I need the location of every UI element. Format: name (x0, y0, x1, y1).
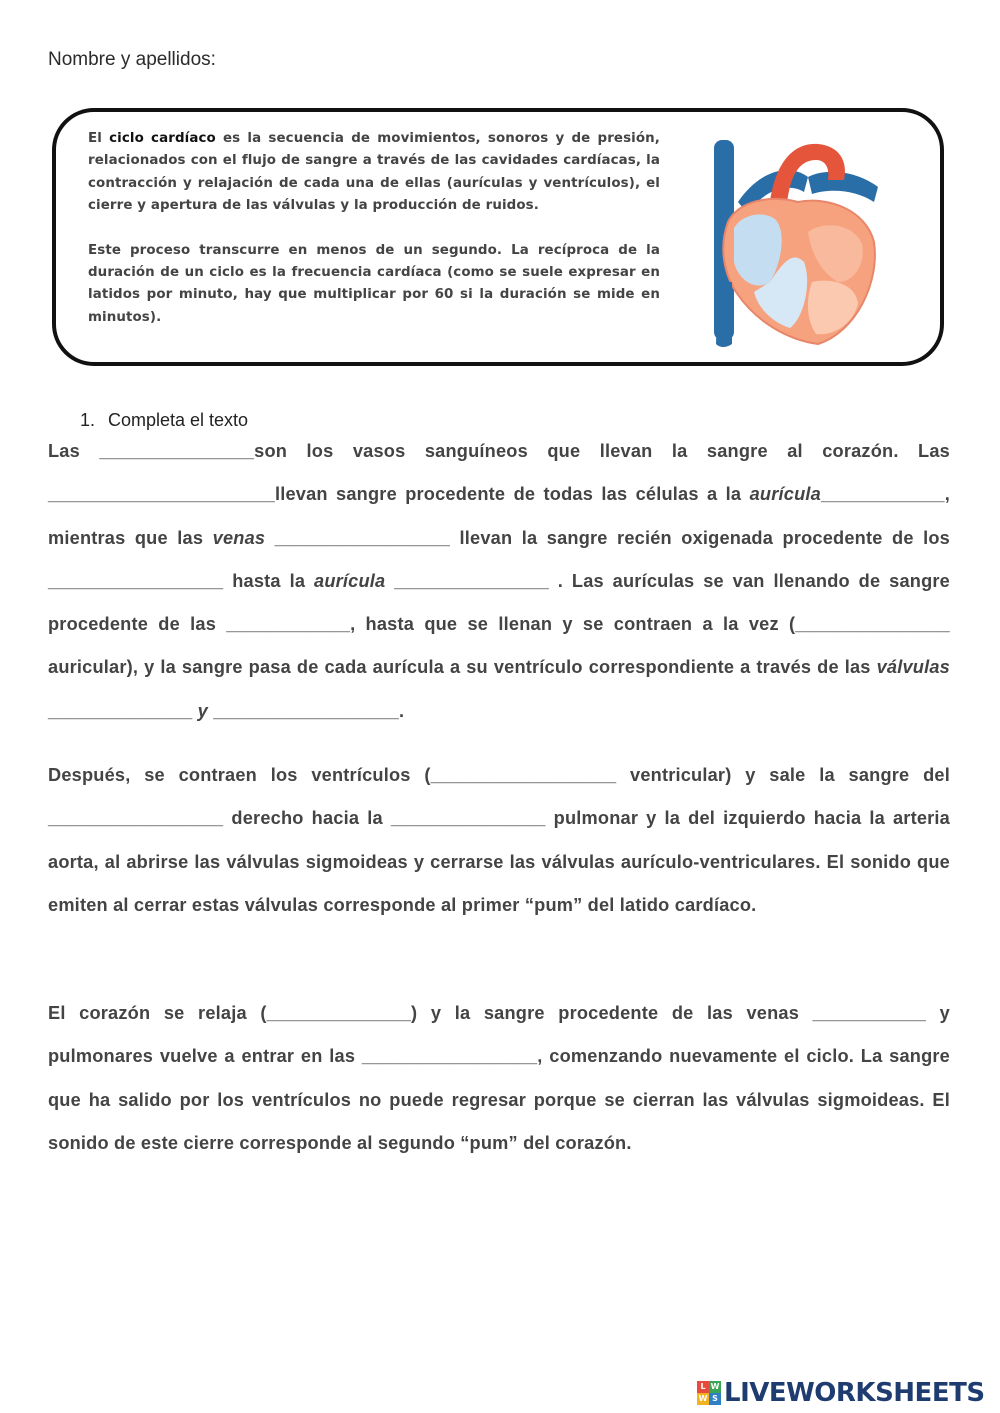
info-text (88, 128, 660, 329)
blank-field[interactable]: ____________ (226, 614, 351, 635)
italic-text: aurícula (314, 570, 386, 591)
text: . Las aurículas se van llenando de sangre procedente de las (48, 570, 951, 635)
text: y pulmonares vuelve a entrar en las (48, 1003, 950, 1067)
inferior-vena-cava (716, 282, 732, 347)
blank-field[interactable]: _______________ (795, 614, 950, 635)
text: Después, se contraen los ventrículos ( (48, 765, 431, 785)
blank-field[interactable]: ___________ (812, 1003, 927, 1023)
blank-field[interactable]: ____________ (820, 484, 945, 505)
text: llevan sangre procedente de todas las células a la (274, 484, 750, 505)
blank-field[interactable]: _______________ (385, 570, 549, 591)
logo-mark-letter: S (709, 1393, 721, 1405)
text: , mientras que las (48, 484, 950, 548)
paragraph-2 (48, 754, 950, 927)
info-paragraph-2: Este proceso transcurre en menos de un segundo. La recíproca de la duración de un ciclo es la frecuencia cardíaca (como se suele expresar en latidos por minuto, hay que multiplicar por 60 si la duración se mide en minutos). (88, 242, 660, 325)
logo-mark-letter: W (698, 1394, 708, 1403)
blank-field[interactable]: _________________ (265, 527, 451, 548)
text: son los vasos sanguíneos que llevan la sangre al corazón. Las (254, 441, 950, 461)
blank-field[interactable]: _________________ (361, 1046, 538, 1067)
blank-field[interactable]: _________________ (48, 570, 224, 591)
info-p1-start: El (88, 131, 110, 146)
blank-field[interactable]: ______________ (48, 700, 193, 721)
info-p1-rest: es la secuencia de movimientos, sonoros y de presión, relacionados con el flujo de sangre a través de las cavidades cardíacas, la contracción y relajación de cada una de ellas (aurículas y ventrículos), el cierre y apertura de las válvulas y la producción de ruidos. (88, 131, 660, 214)
text: ventricular) y sale la sangre del (616, 765, 950, 785)
heart-illustration (708, 132, 888, 350)
info-paragraph-1 (88, 128, 660, 218)
name-label: Nombre y apellidos: (48, 49, 216, 70)
text: Las (48, 441, 100, 461)
text: hasta la (223, 570, 314, 591)
text: . (398, 700, 405, 721)
paragraph-3 (48, 992, 950, 1165)
text: llevan la sangre recién oxigenada procedente de los (450, 527, 950, 548)
blank-field[interactable]: ______________________ (48, 484, 275, 505)
blank-field[interactable]: _________________ (48, 808, 224, 829)
exercise-title (80, 410, 248, 431)
blank-field[interactable]: _______________ (390, 808, 546, 829)
logo-mark-letter: L (697, 1381, 709, 1393)
info-p1-bold: ciclo cardíaco (109, 131, 216, 146)
italic-text: y (192, 700, 208, 721)
liveworksheets-logo (697, 1376, 985, 1410)
italic-text: venas (212, 527, 266, 548)
blank-field[interactable]: ______________ (266, 1003, 412, 1023)
text: pulmonar y la del izquierdo hacia la arteria aorta, al abrirse las válvulas sigmoideas y cerrarse las válvulas aurículo-ventriculares. El sonido que emiten al cerrar estas válvulas corresponde al primer “pum” del latido cardíaco. (48, 808, 950, 915)
blank-field[interactable]: _______________ (99, 441, 255, 461)
text: El corazón se relaja ( (48, 1003, 267, 1023)
logo-mark-icon (697, 1381, 721, 1405)
paragraph-1 (48, 430, 950, 733)
blank-field[interactable]: __________________ (208, 700, 399, 721)
italic-text: aurícula (749, 484, 821, 505)
exercise-title-text: Completa el texto (108, 410, 249, 430)
logo-text: LIVEWORKSHEETS (724, 1378, 985, 1408)
exercise-number: 1. (80, 410, 96, 430)
text: ) y la sangre procedente de las venas (411, 1003, 813, 1023)
italic-text: válvulas (876, 657, 950, 678)
text: derecho hacia la (223, 808, 391, 829)
blank-field[interactable]: __________________ (430, 765, 617, 785)
text: auricular), y la sangre pasa de cada aurícula a su ventrículo correspondiente a través de las (48, 657, 877, 678)
logo-mark-letter: W (710, 1382, 720, 1391)
text: , hasta que se llenan y se contraen a la vez ( (350, 614, 796, 635)
text: , comenzando nuevamente el ciclo. La sangre que ha salido por los ventrículos no puede regresar porque se cierran las válvulas sigmoideas. El sonido de este cierre corresponde al segundo “pum” del corazón. (48, 1046, 950, 1153)
info-box (52, 108, 944, 366)
